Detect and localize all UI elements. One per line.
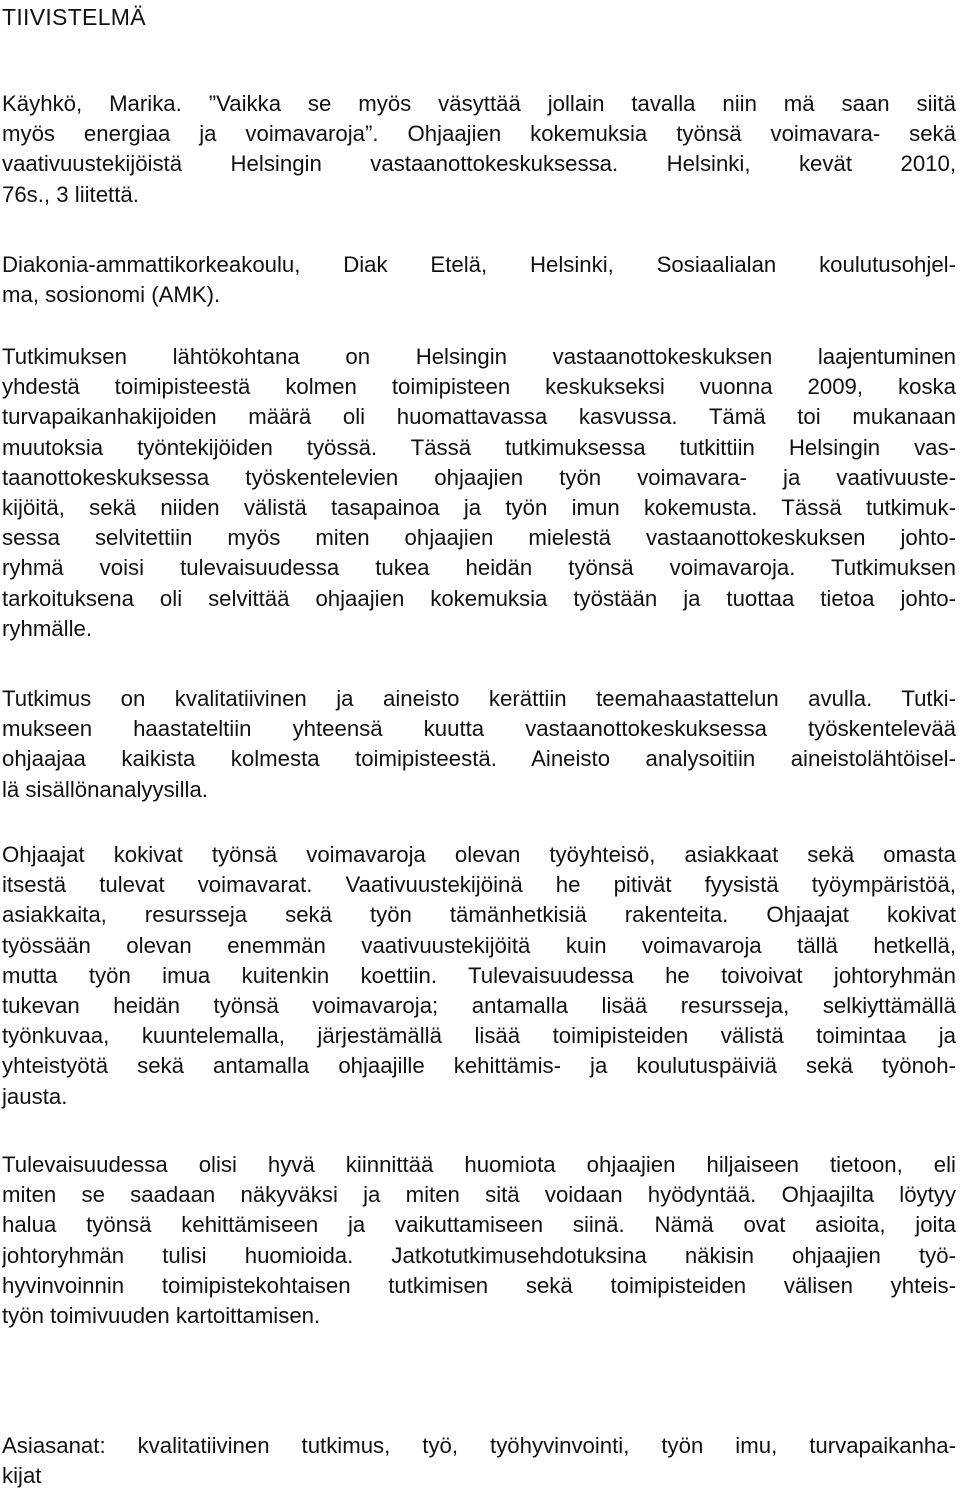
paragraph-line: ryhmä voisi tulevaisuudessa tukea heidän työnsä voimavaroja. Tutkimuksen [2, 555, 956, 581]
paragraph-line: johtoryhmän tulisi huomioida. Jatkotutkimusehdotuksina näkisin ohjaajien työ- [2, 1242, 956, 1268]
paragraph-background [2, 342, 956, 644]
paragraph-line: lä sisällönanalyysilla. [2, 776, 208, 802]
paragraph-line: kijöitä, sekä niiden välistä tasapainoa ja työn imun kokemusta. Tässä tutkimuk- [2, 494, 956, 520]
institution-line: Diakonia-ammattikorkeakoulu, Diak Etelä, Helsinki, Sosiaalialan koulutusohjel- [2, 252, 956, 277]
paragraph-line: muutoksia työntekijöiden työssä. Tässä tutkimuksessa tutkittiin Helsingin vas- [2, 434, 956, 460]
paragraph-line: Tutkimuksen lähtökohtana on Helsingin vastaanottokeskuksen laajentuminen [2, 344, 956, 369]
paragraph-line: taanottokeskuksessa työskentelevien ohjaajien työn voimavara- ja vaativuuste- [2, 464, 956, 490]
institution-line: ma, sosionomi (AMK). [2, 282, 221, 308]
paragraph-line: tarkoituksena oli selvittää ohjaajien kokemuksia työstään ja tuottaa tietoa johto- [2, 585, 956, 611]
paragraph-line: ryhmälle. [2, 615, 93, 641]
paragraph-results [2, 840, 956, 1112]
citation-line: 76s., 3 liitettä. [2, 181, 139, 207]
paragraph-line: Tulevaisuudessa olisi hyvä kiinnittää huomiota ohjaajien hiljaiseen tietoon, eli [2, 1152, 956, 1177]
paragraph-method [2, 684, 956, 805]
paragraph-line: itsestä tulevat voimavarat. Vaativuustekijöinä he pitivät fyysistä työympäristöä, [2, 872, 956, 898]
paragraph-line: työn toimivuuden kartoittamisen. [2, 1302, 321, 1328]
paragraph-line: Tutkimus on kvalitatiivinen ja aineisto kerättiin teemahaastattelun avulla. Tutki- [2, 686, 956, 711]
paragraph-line: sessa selvitettiin myös miten ohjaajien mielestä vastaanottokeskuksen johto- [2, 525, 956, 551]
institution-block [2, 250, 956, 310]
paragraph-line: työssään olevan enemmän vaativuustekijöitä kuin voimavaroja tällä hetkellä, [2, 932, 956, 958]
citation-line: vaativuustekijöistä Helsingin vastaanottokeskuksessa. Helsinki, kevät 2010, [2, 151, 956, 177]
paragraph-line: asiakkaita, resursseja sekä työn tämänhetkisiä rakenteita. Ohjaajat kokivat [2, 902, 956, 928]
paragraph-line: Ohjaajat kokivat työnsä voimavaroja olevan työyhteisö, asiakkaat sekä omasta [2, 842, 956, 867]
keywords-line: kijat [2, 1463, 42, 1489]
paragraph-line: turvapaikanhakijoiden määrä oli huomattavassa kasvussa. Tämä toi mukanaan [2, 404, 956, 430]
paragraph-line: halua työnsä kehittämiseen ja vaikuttamiseen siinä. Nämä ovat asioita, joita [2, 1212, 956, 1238]
citation-block [2, 89, 956, 210]
paragraph-line: mukseen haastateltiin yhteensä kuutta vastaanottokeskuksessa työskentelevää [2, 716, 956, 742]
paragraph-line: jausta. [2, 1083, 68, 1109]
paragraph-line: miten se saadaan näkyväksi ja miten sitä voidaan hyödyntää. Ohjaajilta löytyy [2, 1182, 956, 1208]
paragraph-conclusions [2, 1150, 956, 1331]
paragraph-line: tukevan heidän työnsä voimavaroja; antamalla lisää resursseja, selkiyttämällä [2, 992, 956, 1018]
paragraph-line: työnkuvaa, kuuntelemalla, järjestämällä lisää toimipisteiden välistä toimintaa ja [2, 1023, 956, 1049]
paragraph-line: yhdestä toimipisteestä kolmen toimipisteen keskukseksi vuonna 2009, koska [2, 374, 956, 400]
keywords-block [2, 1431, 956, 1491]
paragraph-line: mutta työn imua kuitenkin koettiin. Tulevaisuudessa he toivoivat johtoryhmän [2, 962, 956, 988]
keywords-line: Asiasanat: kvalitatiivinen tutkimus, työ, työhyvinvointi, työn imu, turvapaikanha- [2, 1433, 956, 1458]
citation-line: myös energiaa ja voimavaroja”. Ohjaajien kokemuksia työnsä voimavara- sekä [2, 121, 956, 147]
paragraph-line: yhteistyötä sekä antamalla ohjaajille kehittämis- ja koulutuspäiviä sekä työnoh- [2, 1053, 956, 1079]
page-title: TIIVISTELMÄ [2, 4, 146, 30]
paragraph-line: hyvinvoinnin toimipistekohtaisen tutkimisen sekä toimipisteiden välisen yhteis- [2, 1272, 956, 1298]
citation-line: Käyhkö, Marika. ”Vaikka se myös väsyttää jollain tavalla niin mä saan siitä [2, 91, 956, 116]
paragraph-line: ohjaajaa kaikista kolmesta toimipisteestä. Aineisto analysoitiin aineistolähtöisel- [2, 746, 956, 772]
